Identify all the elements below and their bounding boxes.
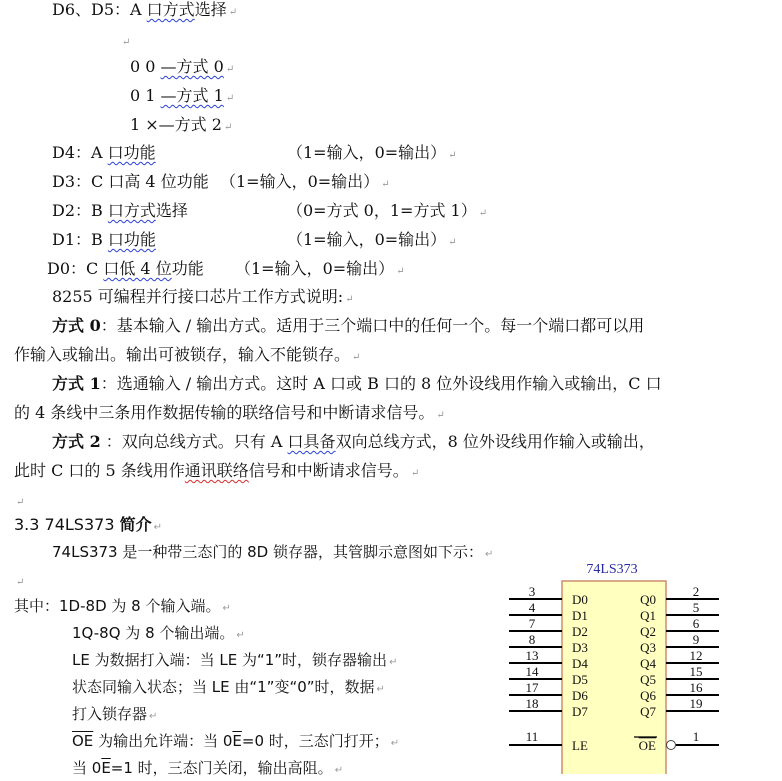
empty-paragraph bbox=[14, 570, 24, 593]
pin-number: 4 bbox=[528, 600, 536, 615]
mode-desc: ：选通输入 / 输出方式。这时 A 口或 B 口的 8 位外设线用作输入或输出，C 口 bbox=[100, 374, 662, 393]
paragraph-mark-icon: ↵ bbox=[149, 711, 158, 722]
paragraph-mark-icon: ↵ bbox=[334, 765, 344, 776]
mode-desc: 信号和中断请求信号。 bbox=[248, 461, 409, 480]
spellcheck-underlined-text: 通讯联络 bbox=[184, 461, 249, 480]
paragraph-mark-icon: ↵ bbox=[478, 208, 488, 219]
desc-text: LE 为数据打入端：当 LE 为“1”时，锁存器输出 bbox=[72, 651, 388, 669]
paragraph-mark-icon: ↵ bbox=[223, 122, 233, 133]
mode-option-2 bbox=[130, 115, 232, 138]
spellcheck-underlined-text: 口方式 bbox=[146, 0, 195, 19]
pin-number: 15 bbox=[689, 664, 703, 679]
modes-intro bbox=[52, 287, 354, 310]
pin-name: Q3 bbox=[640, 640, 656, 655]
paragraph-mark-icon: ↵ bbox=[225, 64, 235, 75]
desc-prefix: 其中： bbox=[14, 597, 60, 615]
pin-number: 7 bbox=[528, 616, 536, 631]
pin-number: 3 bbox=[528, 584, 536, 599]
bit-d2 bbox=[52, 201, 488, 221]
pin-name: OE bbox=[638, 738, 656, 753]
oe-signal: $\overline{E}$ bbox=[101, 759, 111, 777]
paragraph-mark-icon: ↵ bbox=[16, 577, 25, 588]
pin-number: 13 bbox=[525, 648, 539, 663]
bit-desc-text: （1=输入，0=输出） bbox=[220, 172, 380, 191]
paragraph-mark-icon: ↵ bbox=[345, 294, 354, 305]
paragraph-mark-icon: ↵ bbox=[448, 237, 457, 248]
desc-line-7 bbox=[72, 758, 343, 781]
mode-title: 方式 0 bbox=[52, 316, 101, 335]
bit-desc bbox=[220, 172, 390, 195]
mode-option-1 bbox=[130, 86, 234, 109]
spellcheck-underlined-text: 口低 4 位 bbox=[103, 259, 172, 278]
section-title: 简介 bbox=[119, 515, 152, 534]
paragraph-mark-icon: ↵ bbox=[389, 657, 398, 668]
paragraph-mark-icon: ↵ bbox=[485, 549, 494, 560]
paragraph-mark-icon: ↵ bbox=[410, 468, 420, 479]
pin-name: D1 bbox=[572, 608, 588, 623]
spellcheck-underlined-text: 口功能 bbox=[107, 143, 156, 162]
paragraph-mark-icon: ↵ bbox=[448, 150, 457, 161]
bit-d1 bbox=[52, 230, 457, 250]
pin-number: 19 bbox=[689, 696, 703, 711]
desc-text: 状态同输入状态；当 LE 由“1”变“0”时，数据 bbox=[72, 678, 375, 696]
paragraph-mark-icon: ↵ bbox=[228, 7, 238, 18]
mode-desc: 作输入或输出。输出可被锁存，输入不能锁存。 bbox=[14, 345, 351, 364]
mode-1-line-1 bbox=[52, 374, 662, 394]
pin-name: D7 bbox=[572, 704, 588, 719]
bit-desc-text: （1=输入，0=输出） bbox=[235, 259, 395, 278]
desc-line-6 bbox=[72, 731, 399, 754]
paragraph-mark-icon: ↵ bbox=[352, 352, 361, 363]
paragraph-mark-icon: ↵ bbox=[390, 738, 400, 749]
pin-number: 18 bbox=[525, 696, 539, 711]
oe-signal: $\overline{OE}$ bbox=[72, 732, 94, 750]
spellcheck-underlined-text: 口具备 bbox=[287, 432, 336, 451]
mode-2-line-2 bbox=[14, 461, 419, 484]
mode-title: 方式 2 bbox=[52, 432, 101, 451]
section-intro bbox=[52, 542, 493, 565]
bit-label: D6、D5：A bbox=[52, 0, 147, 19]
bit-desc bbox=[287, 201, 487, 224]
bit-label: D3：C 口高 4 位功能 bbox=[52, 172, 209, 191]
bit-desc-text: （1=输入，0=输出） bbox=[287, 143, 447, 162]
section-heading bbox=[14, 515, 162, 538]
pin-number: 11 bbox=[525, 729, 539, 744]
pin-number: 17 bbox=[525, 680, 539, 695]
bit-label-rest: 选择 bbox=[194, 0, 227, 19]
pin-number: 8 bbox=[528, 632, 536, 647]
bit-desc-text: （1=输入，0=输出） bbox=[287, 230, 447, 249]
pin-name: D5 bbox=[572, 672, 588, 687]
empty-paragraph bbox=[14, 490, 24, 513]
bit-desc-text: （0=方式 0，1=方式 1） bbox=[287, 201, 477, 220]
pin-name: D3 bbox=[572, 640, 588, 655]
pin-number: 1 bbox=[692, 729, 700, 744]
mode-desc: 此时 C 口的 5 条线用作 bbox=[14, 461, 185, 480]
spellcheck-underlined-text: 口方式 bbox=[107, 201, 156, 220]
pin-number: 12 bbox=[689, 648, 703, 663]
pin-name: Q2 bbox=[640, 624, 656, 639]
pin-number: 5 bbox=[692, 600, 700, 615]
paragraph-mark-icon: ↵ bbox=[122, 37, 131, 48]
mode-bits: 0 0 bbox=[130, 57, 161, 76]
pin-name: Q6 bbox=[640, 688, 656, 703]
paragraph-mark-icon: ↵ bbox=[376, 684, 385, 695]
paragraph-mark-icon: ↵ bbox=[381, 179, 390, 190]
paragraph-mark-icon: ↵ bbox=[225, 93, 235, 104]
pin-name: LE bbox=[572, 738, 588, 753]
pin-name: Q7 bbox=[640, 704, 656, 719]
d6-d5-line bbox=[52, 0, 237, 23]
bit-d4 bbox=[52, 143, 457, 163]
chip-74ls373-diagram bbox=[500, 555, 740, 774]
paragraph-mark-icon: ↵ bbox=[436, 410, 445, 421]
mode-1-line-2 bbox=[14, 403, 445, 426]
oe-signal: $\overline{E}$ bbox=[232, 732, 242, 750]
mode-text: —方式 1 bbox=[160, 86, 224, 105]
paragraph-mark-icon: ↵ bbox=[153, 522, 162, 533]
pin-name: Q4 bbox=[640, 656, 656, 671]
pin-name: Q5 bbox=[640, 672, 656, 687]
desc-line-4 bbox=[72, 677, 385, 700]
mode-option-0 bbox=[130, 57, 234, 80]
bit-label: D1：B bbox=[52, 230, 108, 249]
desc-text: 为输出允许端：当 0 bbox=[93, 732, 233, 750]
bit-d3 bbox=[52, 172, 452, 192]
desc-line-1 bbox=[14, 596, 231, 619]
desc-line-5 bbox=[72, 704, 157, 727]
mode-desc: 的 4 条线中三条用作数据传输的联络信号和中断请求信号。 bbox=[14, 403, 435, 422]
bit-desc bbox=[235, 259, 405, 282]
pin-name: D2 bbox=[572, 624, 588, 639]
pin-number: 14 bbox=[525, 664, 539, 679]
pin-number: 6 bbox=[692, 616, 700, 631]
mode-2-line-1 bbox=[52, 432, 655, 452]
mode-bits: 0 1 bbox=[130, 86, 161, 105]
bit-label: D4：A bbox=[52, 143, 108, 162]
pin-name: D0 bbox=[572, 592, 588, 607]
pin-name: D6 bbox=[572, 688, 588, 703]
desc-text: 1D-8D 为 8 个输入端。 bbox=[59, 597, 221, 615]
mode-desc: ：双向总线方式。只有 A bbox=[100, 432, 288, 451]
bit-label-rest: 功能 bbox=[171, 259, 204, 278]
desc-line-3 bbox=[72, 650, 397, 673]
bit-desc bbox=[287, 143, 457, 166]
bit-desc bbox=[287, 230, 457, 253]
desc-line-2 bbox=[72, 623, 245, 646]
desc-text: 打入锁存器 bbox=[72, 705, 148, 723]
pin-number: 2 bbox=[692, 584, 700, 599]
mode-desc: 双向总线方式，8 位外设线用作输入或输出， bbox=[335, 432, 655, 451]
pin-name: Q1 bbox=[640, 608, 656, 623]
paragraph-mark-icon: ↵ bbox=[16, 497, 25, 508]
chip-title: 74LS373 bbox=[586, 562, 638, 577]
mode-desc: ：基本输入 / 输出方式。适用于三个端口中的任何一个。每一个端口都可以用 bbox=[100, 316, 645, 335]
chip-svg bbox=[500, 555, 740, 774]
section-intro-text: 74LS373 是一种带三态门的 8D 锁存器，其管脚示意图如下示： bbox=[52, 543, 483, 561]
mode-text: —方式 0 bbox=[160, 57, 224, 76]
bit-label-rest: 选择 bbox=[155, 201, 188, 220]
desc-text: =0 时，三态门打开； bbox=[241, 732, 389, 750]
paragraph-mark-icon: ↵ bbox=[396, 266, 405, 277]
bit-label: D0：C bbox=[47, 259, 104, 278]
desc-text: =1 时，三态门关闭，输出高阻。 bbox=[110, 759, 333, 777]
mode-bits: 1 × bbox=[130, 115, 159, 134]
bit-label: D2：B bbox=[52, 201, 108, 220]
section-number: 3.3 74LS373 bbox=[14, 515, 120, 534]
mode-0-line-1 bbox=[52, 316, 644, 336]
paragraph-mark-icon: ↵ bbox=[236, 630, 245, 641]
pin-name: D4 bbox=[572, 656, 588, 671]
mode-text: —方式 2 bbox=[158, 115, 222, 134]
pin-number: 16 bbox=[689, 680, 703, 695]
inversion-bubble-icon bbox=[667, 741, 676, 750]
pin-number: 9 bbox=[692, 632, 700, 647]
desc-text: 1Q-8Q 为 8 个输出端。 bbox=[72, 624, 235, 642]
desc-text: 当 0 bbox=[72, 759, 102, 777]
empty-paragraph bbox=[120, 30, 130, 53]
paragraph-mark-icon: ↵ bbox=[222, 603, 231, 614]
pin-name: Q0 bbox=[640, 592, 656, 607]
spellcheck-underlined-text: 口功能 bbox=[107, 230, 156, 249]
mode-0-line-2 bbox=[14, 345, 360, 368]
bit-d0 bbox=[47, 259, 447, 279]
mode-title: 方式 1 bbox=[52, 374, 101, 393]
modes-intro-text: 8255 可编程并行接口芯片工作方式说明: bbox=[52, 287, 344, 306]
